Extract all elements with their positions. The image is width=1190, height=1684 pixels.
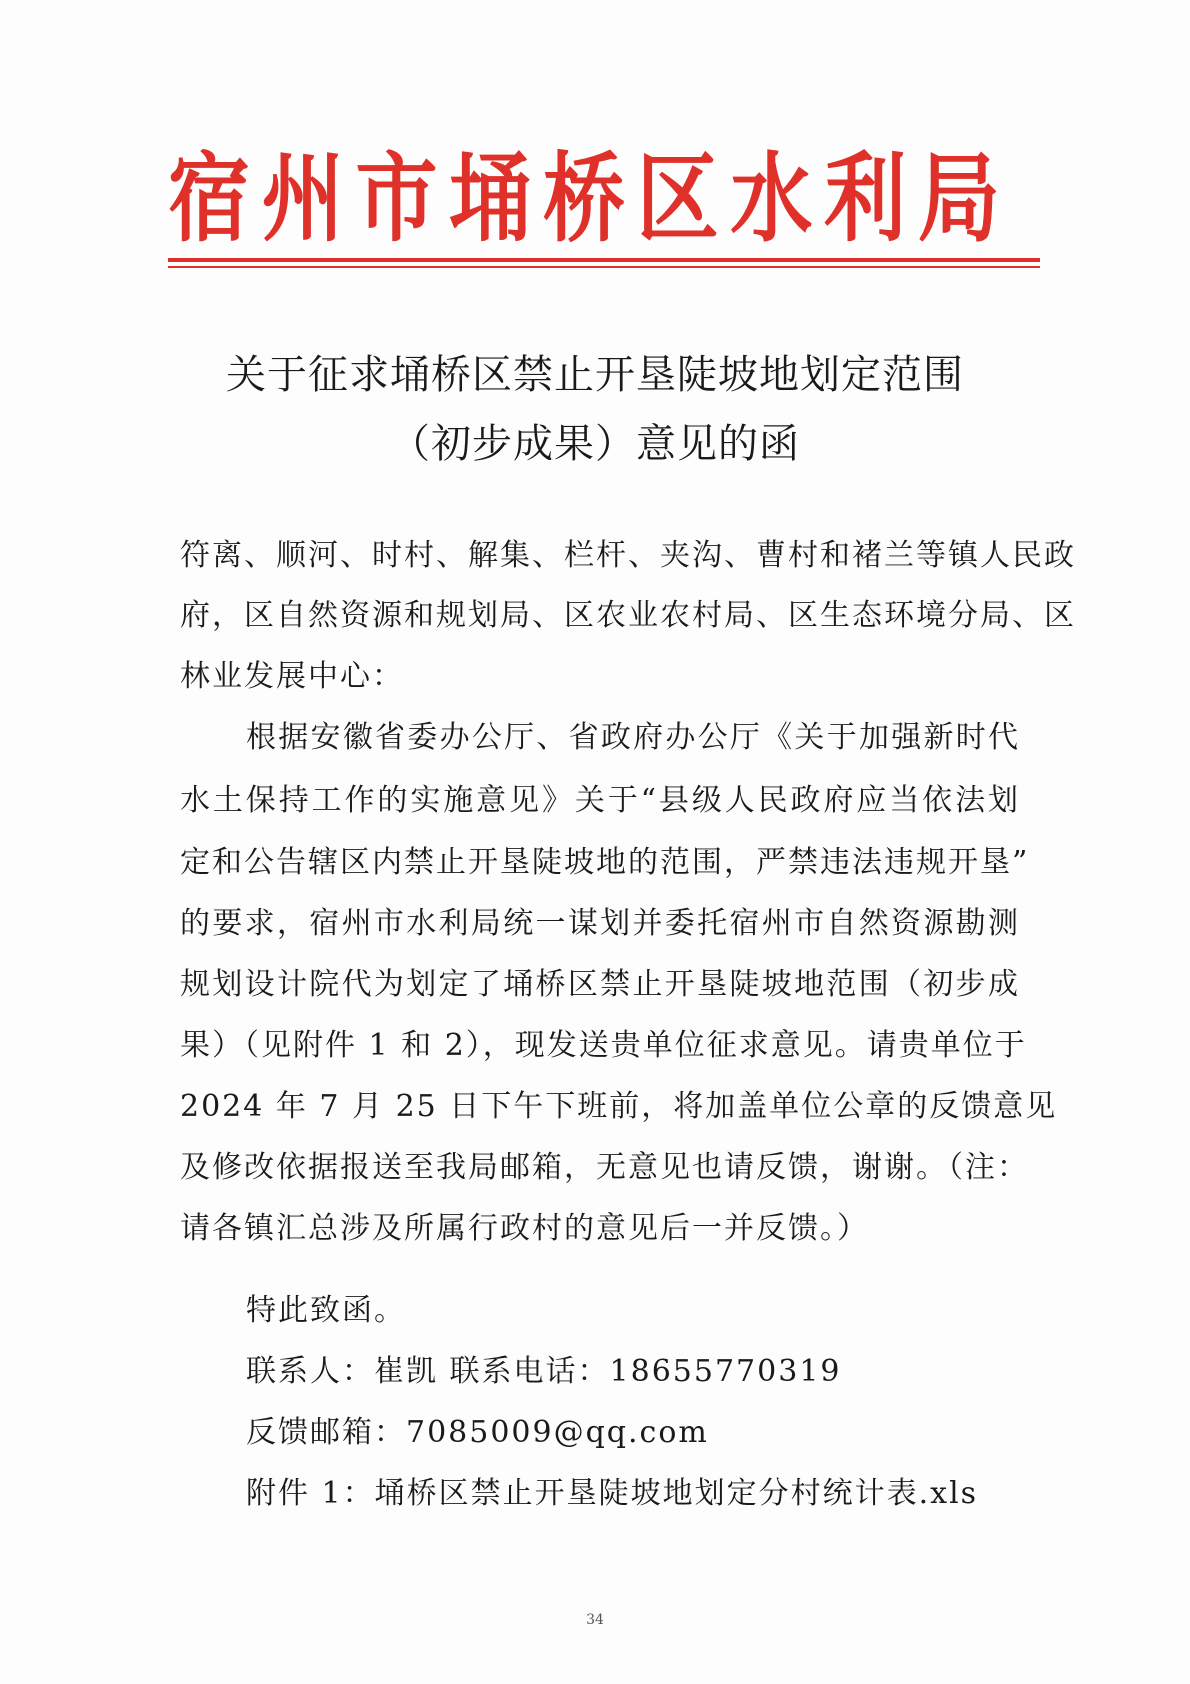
masthead-char: 市 [355,143,438,256]
masthead-char: 宿 [168,143,251,256]
masthead-char: 利 [824,143,907,256]
addressee-line: 符离、顺河、时村、解集、栏杆、夹沟、曹村和褚兰等镇人民政 [180,538,1076,573]
body-paragraph-line: 的要求，宿州市水利局统一谋划并委托宿州市自然资源勘测 [180,906,1020,941]
masthead-char: 埇 [449,143,532,256]
body-paragraph-line: 水土保持工作的实施意见》关于“县级人民政府应当依法划 [180,783,1020,818]
masthead-char: 水 [730,143,813,256]
masthead-divider-thin [168,266,1040,268]
body-paragraph-line: 根据安徽省委办公厅、省政府办公厅《关于加强新时代 [246,720,1020,755]
masthead-divider-thick [168,258,1040,262]
addressee-line: 林业发展中心： [180,659,404,694]
document-title-line-2: （初步成果）意见的函 [390,421,800,467]
contact-info: 联系人：崔凯 联系电话：18655770319 [246,1354,842,1389]
masthead-char: 桥 [542,143,625,256]
body-paragraph-line: 2024 年 7 月 25 日下午下班前，将加盖单位公章的反馈意见 [180,1089,1058,1124]
body-paragraph-line: 果）（见附件 1 和 2），现发送贵单位征求意见。请贵单位于 [180,1028,1027,1063]
page-number: 34 [586,1612,604,1628]
body-paragraph-line: 规划设计院代为划定了埇桥区禁止开垦陡坡地范围（初步成 [180,967,1020,1002]
masthead-char: 州 [261,143,344,256]
body-paragraph-line: 定和公告辖区内禁止开垦陡坡地的范围，严禁违法违规开垦” [180,845,1030,880]
closing-remark: 特此致函。 [246,1293,406,1328]
masthead-char: 局 [917,143,1000,256]
body-paragraph-line: 及修改依据报送至我局邮箱，无意见也请反馈，谢谢。（注： [180,1150,1029,1185]
masthead-char: 区 [636,143,719,256]
feedback-email: 反馈邮箱：7085009@qq.com [246,1415,709,1450]
document-title-line-1: 关于征求埇桥区禁止开垦陡坡地划定范围 [226,352,964,398]
attachment-1: 附件 1：埇桥区禁止开垦陡坡地划定分村统计表.xls [246,1476,979,1511]
issuing-authority-masthead [168,143,1000,256]
body-paragraph-line: 请各镇汇总涉及所属行政村的意见后一并反馈。） [180,1211,869,1246]
addressee-line: 府，区自然资源和规划局、区农业农村局、区生态环境分局、区 [180,598,1076,633]
